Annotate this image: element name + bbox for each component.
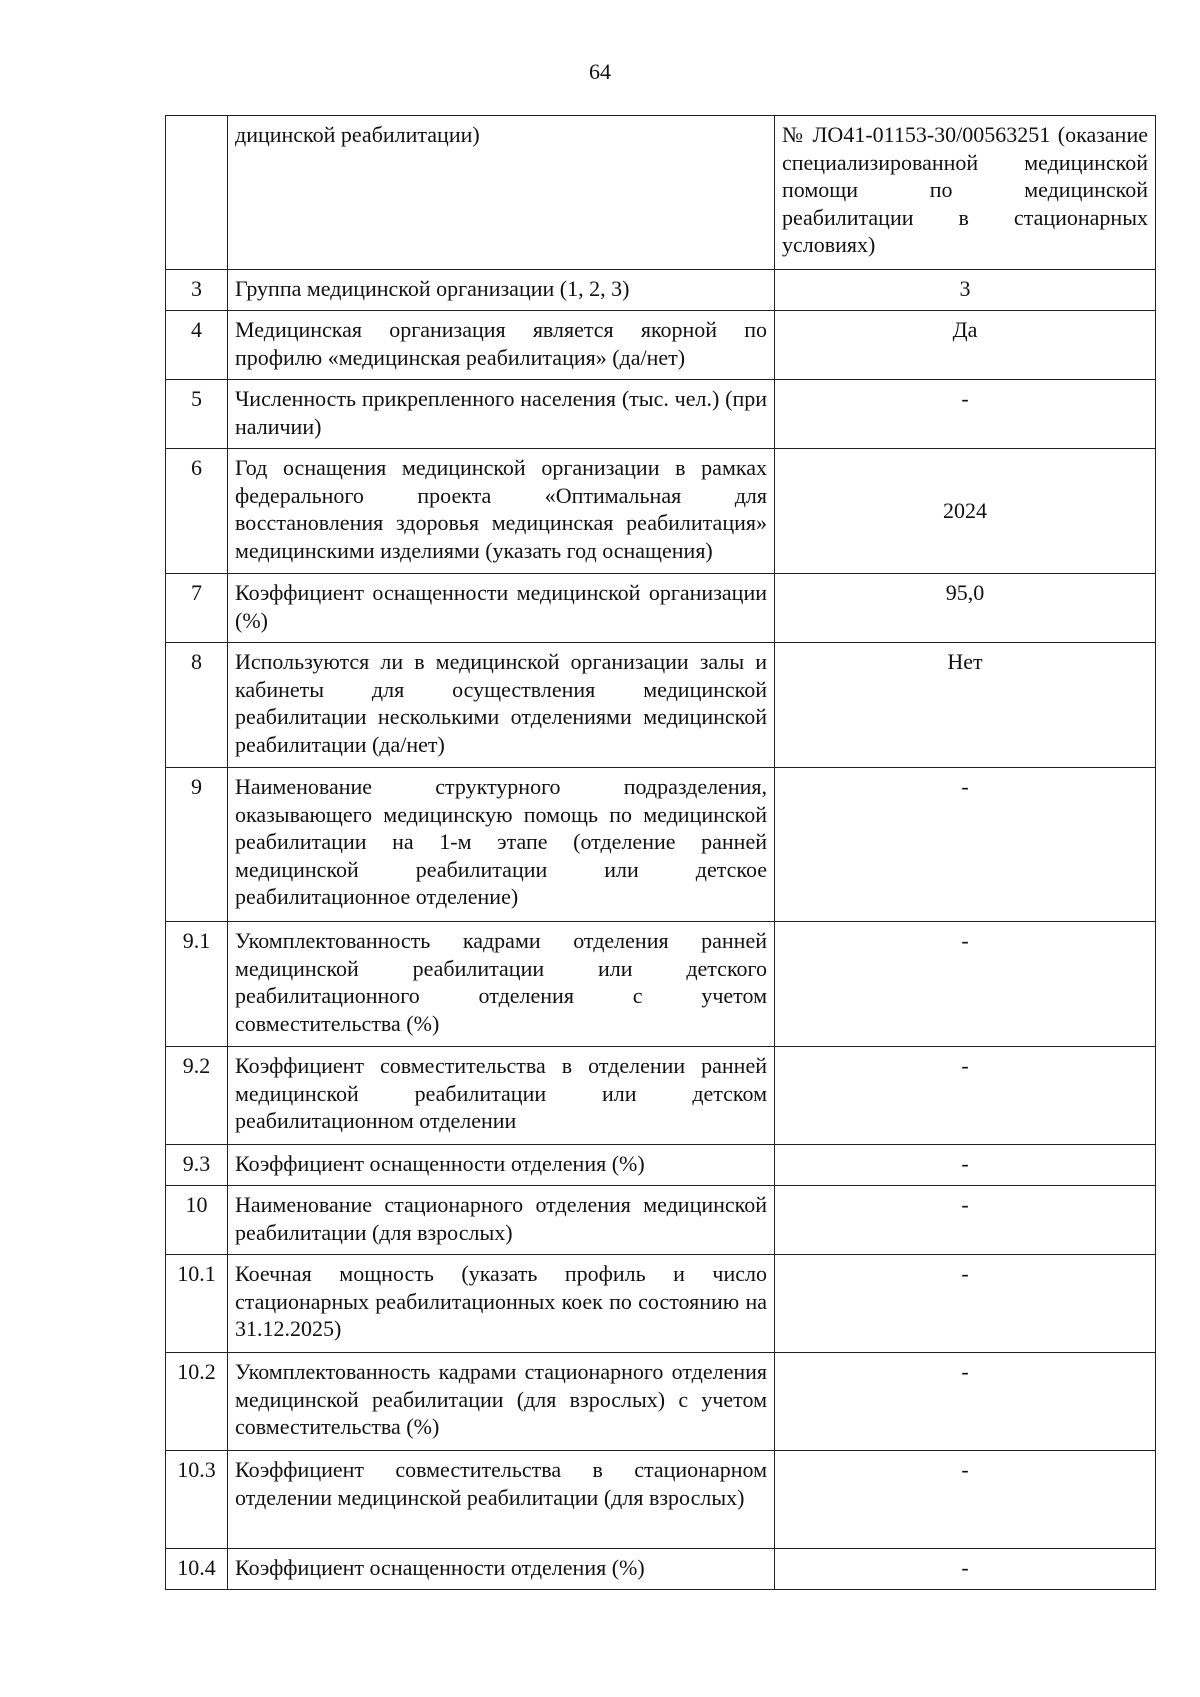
row-number: 10.2: [166, 1353, 228, 1451]
row-value: Нет: [775, 643, 1156, 768]
row-number: 6: [166, 449, 228, 574]
row-value: -: [775, 1549, 1156, 1590]
row-number: 10.4: [166, 1549, 228, 1590]
row-name: дицинской реабилитации): [228, 116, 775, 270]
row-value: -: [775, 1186, 1156, 1255]
row-value: -: [775, 1047, 1156, 1145]
table-row: [166, 1145, 1156, 1186]
row-name: Коэффициент оснащенности медицинской организации (%): [228, 574, 775, 643]
table-row: [166, 449, 1156, 574]
row-name: Укомплектованность кадрами стационарного отделения медицинской реабилитации (для взрослых) с учетом совместительства (%): [228, 1353, 775, 1451]
row-value: № ЛО41-01153-30/00563251 (оказание специализированной медицинской помощи по медицинской реабилитации в стационарных условиях): [775, 116, 1156, 270]
row-value: 3: [775, 270, 1156, 311]
row-value: -: [775, 1353, 1156, 1451]
row-number: 9.1: [166, 922, 228, 1047]
table-row: [166, 116, 1156, 270]
row-value: -: [775, 1255, 1156, 1353]
table-row: [166, 380, 1156, 449]
table-row: [166, 643, 1156, 768]
table-row: [166, 1353, 1156, 1451]
table-row: [166, 922, 1156, 1047]
row-number: 9.3: [166, 1145, 228, 1186]
row-value: 2024: [775, 449, 1156, 574]
table-row: [166, 1451, 1156, 1549]
row-name: Численность прикрепленного населения (тыс. чел.) (при наличии): [228, 380, 775, 449]
row-name: Коэффициент совместительства в стационарном отделении медицинской реабилитации (для взрослых): [228, 1451, 775, 1549]
row-name: Коэффициент оснащенности отделения (%): [228, 1549, 775, 1590]
row-name: Коэффициент совместительства в отделении ранней медицинской реабилитации или детском реабилитационном отделении: [228, 1047, 775, 1145]
table-row: [166, 574, 1156, 643]
row-value: -: [775, 768, 1156, 922]
row-name: Коэффициент оснащенности отделения (%): [228, 1145, 775, 1186]
table-row: [166, 1047, 1156, 1145]
table-row: [166, 1255, 1156, 1353]
info-table: [165, 115, 1156, 1590]
row-value: Да: [775, 311, 1156, 380]
row-number: 10: [166, 1186, 228, 1255]
row-number: [166, 116, 228, 270]
row-name: Коечная мощность (указать профиль и число стационарных реабилитационных коек по состоянию на 31.12.2025): [228, 1255, 775, 1353]
row-number: 4: [166, 311, 228, 380]
row-number: 10.3: [166, 1451, 228, 1549]
row-value: -: [775, 1145, 1156, 1186]
row-name: Наименование структурного подразделения, оказывающего медицинскую помощь по медицинской реабилитации на 1-м этапе (отделение ранней медицинской реабилитации или детское реабилитационное отделение): [228, 768, 775, 922]
table-row: [166, 1549, 1156, 1590]
table-row: [166, 768, 1156, 922]
row-name: Наименование стационарного отделения медицинской реабилитации (для взрослых): [228, 1186, 775, 1255]
row-number: 9.2: [166, 1047, 228, 1145]
row-value: -: [775, 380, 1156, 449]
row-value: 95,0: [775, 574, 1156, 643]
row-value: -: [775, 922, 1156, 1047]
row-number: 7: [166, 574, 228, 643]
row-name: Используются ли в медицинской организации залы и кабинеты для осуществления медицинской реабилитации несколькими отделениями медицинской реабилитации (да/нет): [228, 643, 775, 768]
row-number: 5: [166, 380, 228, 449]
row-name: Медицинская организация является якорной по профилю «медицинская реабилитация» (да/нет): [228, 311, 775, 380]
table-row: [166, 311, 1156, 380]
row-name: Год оснащения медицинской организации в рамках федерального проекта «Оптимальная для восстановления здоровья медицинская реабилитация» медицинскими изделиями (указать год оснащения): [228, 449, 775, 574]
page-number: 64: [589, 59, 611, 84]
row-name: Укомплектованность кадрами отделения ранней медицинской реабилитации или детского реабилитационного отделения с учетом совместительства (%): [228, 922, 775, 1047]
table-row: [166, 270, 1156, 311]
row-value: -: [775, 1451, 1156, 1549]
row-name: Группа медицинской организации (1, 2, 3): [228, 270, 775, 311]
row-number: 9: [166, 768, 228, 922]
row-number: 3: [166, 270, 228, 311]
table-row: [166, 1186, 1156, 1255]
row-number: 10.1: [166, 1255, 228, 1353]
row-number: 8: [166, 643, 228, 768]
